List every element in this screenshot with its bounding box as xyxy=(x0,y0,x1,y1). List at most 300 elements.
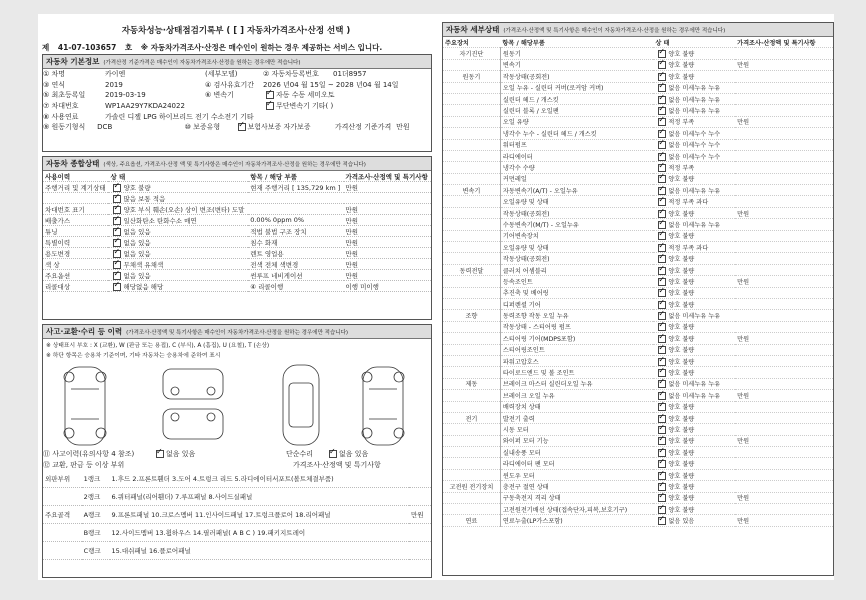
detail-cell: ✓ 양호 불량 xyxy=(653,447,735,458)
detail-col-header: 항목 / 해당부품 xyxy=(500,37,653,48)
detail-cell xyxy=(735,264,833,275)
detail-cell: 라디에이터 팬 모터 xyxy=(500,458,653,469)
detail-cell: 클러치 어셈블리 xyxy=(500,264,653,275)
car-front-view xyxy=(163,369,223,439)
overall-cell: ✓ 없음 있음 xyxy=(108,270,248,281)
detail-cell xyxy=(443,344,500,355)
detail-cell: ✓ 양호 불량 xyxy=(653,424,735,435)
damage-part-row xyxy=(43,524,431,542)
detail-cell: ✓ 양호 불량 xyxy=(653,458,735,469)
detail-row xyxy=(443,150,833,161)
detail-status-checkbox[interactable] xyxy=(658,506,666,514)
detail-status-checkbox[interactable] xyxy=(658,187,666,195)
basic-key-3: 가격산정 기준가격 xyxy=(334,123,392,132)
detail-cell xyxy=(735,150,833,161)
detail-cell: 작동상태 - 스티어링 펌프 xyxy=(500,321,653,332)
basic-value: 2019 xyxy=(105,80,123,89)
detail-cell: 발전기 출력 xyxy=(500,412,653,423)
damage-part-cell: 1랭크 xyxy=(82,470,110,488)
detail-row xyxy=(443,424,833,435)
detail-status-checkbox[interactable] xyxy=(658,392,666,400)
detail-cell: ✓ 양호 불량 xyxy=(653,71,735,82)
detail-row xyxy=(443,412,833,423)
overall-cell: 만원 xyxy=(344,226,432,237)
damage-part-cell xyxy=(43,488,82,506)
overall-row xyxy=(43,204,431,215)
detail-cell: 작동상태(공회전) xyxy=(500,253,653,264)
detail-cell: ✓ 적정 부족 xyxy=(653,162,735,173)
detail-status-checkbox[interactable] xyxy=(658,472,666,480)
detail-cell: ✓ 없음 미세누유 누유 xyxy=(653,185,735,196)
detail-status-checkbox[interactable] xyxy=(658,267,666,275)
basic-value: DCB xyxy=(97,123,113,132)
simple-repair-options: 없음 있음 xyxy=(339,450,369,459)
detail-row xyxy=(443,355,833,366)
overall-col-header: 항목 / 해당 부품 xyxy=(248,171,343,182)
inspection-record-sheet xyxy=(38,14,834,580)
detail-row xyxy=(443,321,833,332)
basic-options: 무단변속기 기타( ) xyxy=(276,102,334,111)
detail-status-header: 자동차 세부상태 (가격조사·산정액 및 특기사항은 매수인이 자동차가격조사·산정을 원하는 경우에만 적습니다) xyxy=(443,23,833,37)
overall-status-checkbox[interactable] xyxy=(113,195,121,203)
detail-cell xyxy=(443,150,500,161)
document-number-line xyxy=(42,42,434,53)
detail-row xyxy=(443,59,833,70)
overall-row xyxy=(43,281,431,292)
accident-none-checkbox[interactable] xyxy=(156,450,164,458)
detail-row xyxy=(443,219,833,230)
detail-row xyxy=(443,344,833,355)
detail-row xyxy=(443,333,833,344)
overall-cell: ④ 리콜이행 xyxy=(248,281,343,292)
detail-status-checkbox[interactable] xyxy=(658,61,666,69)
detail-cell: ✓ 양호 불량 xyxy=(653,492,735,503)
detail-status-checkbox[interactable] xyxy=(658,403,666,411)
detail-cell xyxy=(443,162,500,173)
detail-cell xyxy=(443,504,500,515)
overall-cell: 만원 xyxy=(344,182,432,193)
detail-cell: 동력전달 xyxy=(443,264,500,275)
detail-cell: ✓ 적정 부족 xyxy=(653,116,735,127)
detail-status-checkbox[interactable] xyxy=(658,198,666,206)
overall-status-checkbox[interactable] xyxy=(113,184,121,192)
detail-status-checkbox[interactable] xyxy=(658,415,666,423)
detail-cell xyxy=(443,401,500,412)
detail-cell: 연료누출(LP가스포함) xyxy=(500,515,653,526)
overall-status-checkbox[interactable] xyxy=(113,272,121,280)
detail-status-checkbox[interactable] xyxy=(658,312,666,320)
damage-part-cell: 15.대쉬패널 16.플로어패널 xyxy=(110,542,410,560)
document-title: 자동차성능·상태점검기록부 ( [ ] 자동차가격조사·산정 선택 ) xyxy=(121,26,351,36)
detail-cell xyxy=(735,219,833,230)
damage-part-row xyxy=(43,506,431,524)
basic-key-2: ⑩ 보증유형 xyxy=(184,123,221,132)
detail-cell xyxy=(735,458,833,469)
detail-cell: ✓ 양호 불량 xyxy=(653,367,735,378)
basic-info-row xyxy=(43,69,431,80)
damage-part-cell: 12.사이드멤버 13.휠하우스 14.필러패널( A B C ) 19.패키지트레이 xyxy=(110,524,410,542)
overall-cell xyxy=(344,193,432,204)
basic-key-3: ② 자동차등록번호 xyxy=(263,70,319,79)
detail-status-checkbox[interactable] xyxy=(658,244,666,252)
damage-part-cell: 외판부위 xyxy=(43,470,82,488)
detail-cell: 오일 누유 - 실린더 커버(로커암 커버) xyxy=(500,82,653,93)
detail-status-checkbox[interactable] xyxy=(658,50,666,58)
detail-row xyxy=(443,71,833,82)
detail-status-checkbox[interactable] xyxy=(658,175,666,183)
detail-status-checkbox[interactable] xyxy=(658,164,666,172)
basic-info-row xyxy=(43,111,431,122)
basic-value: 2019-03-19 xyxy=(105,91,146,100)
overall-status-checkbox[interactable] xyxy=(113,228,121,236)
basic-options: 자동 수동 세미오토 xyxy=(276,91,335,100)
detail-cell: ✓ 양호 불량 xyxy=(653,264,735,275)
detail-status-checkbox[interactable] xyxy=(658,437,666,445)
detail-status-checkbox[interactable] xyxy=(658,107,666,115)
overall-cell: 배출가스 xyxy=(43,215,108,226)
detail-col-header: 주요장치 xyxy=(443,37,500,48)
detail-cell: 디퍼렌셜 기어 xyxy=(500,298,653,309)
detail-cell xyxy=(443,116,500,127)
overall-cell: 이행 미이행 xyxy=(344,281,432,292)
doc-no: 41-07-103657 xyxy=(57,43,117,52)
detail-status-checkbox[interactable] xyxy=(658,153,666,161)
detail-cell: ✓ 양호 불량 xyxy=(653,412,735,423)
detail-cell: ✓ 없음 미세누수 누수 xyxy=(653,150,735,161)
detail-cell xyxy=(443,435,500,446)
detail-cell: ✓ 양호 불량 xyxy=(653,173,735,184)
detail-cell: 변속기 xyxy=(500,59,653,70)
detail-row xyxy=(443,128,833,139)
detail-cell xyxy=(735,447,833,458)
status-legend-note: ※ 하단 항목은 승용차 기준이며, 기타 자동차는 승용차에 준하여 표시 xyxy=(46,353,221,359)
basic-value-3: 만원 xyxy=(396,123,410,132)
detail-status-checkbox[interactable] xyxy=(658,483,666,491)
basic-key-2: ④ 검사유효기간 xyxy=(205,80,255,89)
overall-cell xyxy=(248,204,343,215)
detail-cell xyxy=(443,173,500,184)
overall-row xyxy=(43,237,431,248)
detail-cell: 충전구 절연 상태 xyxy=(500,481,653,492)
damage-part-cell xyxy=(409,488,431,506)
detail-status-checkbox[interactable] xyxy=(658,118,666,126)
overall-cell: ✓ 해당없음 해당 xyxy=(108,281,248,292)
detail-row xyxy=(443,139,833,150)
detail-cell: ✓ 없음 미세누수 누수 xyxy=(653,139,735,150)
overall-cell: 렌트 영업용 xyxy=(248,248,343,259)
detail-cell xyxy=(735,344,833,355)
detail-status-checkbox[interactable] xyxy=(658,380,666,388)
detail-status-checkbox[interactable] xyxy=(658,301,666,309)
detail-cell: 조향 xyxy=(443,310,500,321)
detail-cell: ✓ 없음 미세누수 누수 xyxy=(653,128,735,139)
damage-part-label: ⑫ 교환, 판금 등 이상 부위 xyxy=(43,460,125,469)
detail-status-checkbox[interactable] xyxy=(658,221,666,229)
detail-cell xyxy=(735,105,833,116)
basic-value-3: 01더8957 xyxy=(333,70,367,79)
detail-row xyxy=(443,435,833,446)
detail-status-checkbox[interactable] xyxy=(658,335,666,343)
detail-cell: 브레이크 오일 누유 xyxy=(500,390,653,401)
overall-col-header: 사용이력 xyxy=(43,171,108,182)
detail-cell: ✓ 적정 부족 과다 xyxy=(653,196,735,207)
damage-part-cell: 만원 xyxy=(409,506,431,524)
detail-cell: ✓ 양호 불량 xyxy=(653,298,735,309)
detail-row xyxy=(443,515,833,526)
detail-cell: ✓ 양호 불량 xyxy=(653,504,735,515)
detail-row xyxy=(443,207,833,218)
basic-info-rows xyxy=(43,69,431,133)
detail-cell: 작동상태(공회전) xyxy=(500,207,653,218)
detail-cell xyxy=(735,128,833,139)
basic-value: WP1AA29Y7KDA24022 xyxy=(105,102,185,111)
detail-cell: 구동축전지 격리 상태 xyxy=(500,492,653,503)
detail-cell: 만원 xyxy=(735,207,833,218)
detail-status-checkbox[interactable] xyxy=(658,517,666,525)
detail-row xyxy=(443,298,833,309)
simple-repair-none-checkbox[interactable] xyxy=(329,450,337,458)
detail-cell xyxy=(735,230,833,241)
detail-cell: 만원 xyxy=(735,333,833,344)
detail-row xyxy=(443,378,833,389)
detail-cell: 기어변속장치 xyxy=(500,230,653,241)
detail-cell: ✓ 없음 미세누유 누유 xyxy=(653,105,735,116)
detail-cell xyxy=(735,196,833,207)
detail-cell: 동력조향 작동 오일 누유 xyxy=(500,310,653,321)
detail-col-header: 가격조사·산정액 및 특기사항 xyxy=(735,37,833,48)
damage-part-cell: 1.후드 2.프론트휀더 3.도어 4.트렁크 리드 5.라디에이터서포트(볼트체결부품) xyxy=(110,470,410,488)
status-legend: ※ 상태표시 부호 : X (교환), W (판금 또는 용접), C (부식), A (흠집), U (요철), T (손상) xyxy=(46,343,270,349)
damage-part-row xyxy=(43,542,431,560)
detail-status-checkbox[interactable] xyxy=(658,130,666,138)
detail-row xyxy=(443,242,833,253)
overall-cell: 만원 xyxy=(344,270,432,281)
overall-cell: 주행거리 및 계기상태 xyxy=(43,182,108,193)
detail-cell xyxy=(735,162,833,173)
detail-cell xyxy=(735,71,833,82)
detail-cell: ✓ 양호 불량 xyxy=(653,344,735,355)
detail-cell: 만원 xyxy=(735,515,833,526)
detail-cell: 수동변속기(M/T) - 오일누유 xyxy=(500,219,653,230)
detail-status-checkbox[interactable] xyxy=(658,141,666,149)
detail-cell: 실린더 블록 / 오일팬 xyxy=(500,105,653,116)
detail-row xyxy=(443,504,833,515)
car-top-view xyxy=(283,365,319,445)
detail-cell: 파워고압호스 xyxy=(500,355,653,366)
overall-status-checkbox[interactable] xyxy=(113,217,121,225)
detail-cell: ✓ 없음 미세누유 누유 xyxy=(653,310,735,321)
detail-cell: 만원 xyxy=(735,390,833,401)
damage-parts-table xyxy=(43,470,431,560)
overall-cell: 색 상 xyxy=(43,259,108,270)
detail-status-checkbox[interactable] xyxy=(658,73,666,81)
detail-cell xyxy=(443,276,500,287)
detail-cell xyxy=(443,321,500,332)
overall-cell: 특별이력 xyxy=(43,237,108,248)
detail-cell xyxy=(735,242,833,253)
overall-status-checkbox[interactable] xyxy=(113,261,121,269)
overall-row xyxy=(43,259,431,270)
damage-part-cell: 주요골격 xyxy=(43,506,82,524)
detail-status-section xyxy=(442,22,834,576)
overall-row xyxy=(43,215,431,226)
detail-cell: 브레이크 마스터 실린더오일 누유 xyxy=(500,378,653,389)
detail-row xyxy=(443,253,833,264)
detail-cell xyxy=(735,48,833,59)
basic-option-checkbox[interactable] xyxy=(266,102,274,110)
detail-cell: ✓ 없음 미세누유 누유 xyxy=(653,390,735,401)
overall-status-checkbox[interactable] xyxy=(113,206,121,214)
detail-status-checkbox[interactable] xyxy=(658,323,666,331)
detail-cell xyxy=(443,492,500,503)
detail-status-checkbox[interactable] xyxy=(658,84,666,92)
detail-cell xyxy=(735,321,833,332)
basic-key-2: (세부모델) xyxy=(205,70,238,79)
basic-key: ⑧ 사용연료 xyxy=(43,112,79,121)
detail-cell xyxy=(443,219,500,230)
basic-key: ⑤ 최초등록일 xyxy=(43,91,86,100)
accident-history-row xyxy=(43,449,431,460)
overall-status-checkbox[interactable] xyxy=(113,239,121,247)
detail-cell: ✓ 양호 불량 xyxy=(653,207,735,218)
damage-part-cell: 2랭크 xyxy=(82,488,110,506)
accident-history-label: ⑪ 사고이력(유의사항 4 참조) xyxy=(43,450,135,459)
detail-status-checkbox[interactable] xyxy=(658,255,666,263)
detail-cell: 고전원전기배선 상태(접속단자,피복,보호기구) xyxy=(500,504,653,515)
overall-status-checkbox[interactable] xyxy=(113,250,121,258)
detail-cell: 만원 xyxy=(735,116,833,127)
detail-row xyxy=(443,93,833,104)
detail-row xyxy=(443,469,833,480)
damage-part-row xyxy=(43,470,431,488)
detail-cell: ✓ 양호 불량 xyxy=(653,230,735,241)
overall-row xyxy=(43,270,431,281)
detail-cell xyxy=(443,242,500,253)
detail-cell: 원동기 xyxy=(443,71,500,82)
overall-cell: 현재 주행거리 [ 135,729 km ] xyxy=(248,182,343,193)
overall-cell: 만원 xyxy=(344,215,432,226)
detail-cell xyxy=(735,355,833,366)
detail-cell: ✓ 없음 미세누유 누유 xyxy=(653,378,735,389)
detail-cell xyxy=(443,139,500,150)
detail-cell xyxy=(735,82,833,93)
detail-cell xyxy=(443,230,500,241)
overall-cell: 리콜대상 xyxy=(43,281,108,292)
detail-cell: ✓ 양호 불량 xyxy=(653,333,735,344)
detail-col-header: 상 태 xyxy=(653,37,735,48)
overall-cell: 썬루프 네비게이션 xyxy=(248,270,343,281)
detail-status-table xyxy=(443,37,833,527)
overall-status-checkbox[interactable] xyxy=(113,283,121,291)
basic-info-row xyxy=(43,90,431,101)
overall-cell: 침수 화재 xyxy=(248,237,343,248)
detail-cell: ✓ 양호 불량 xyxy=(653,401,735,412)
detail-row xyxy=(443,367,833,378)
basic-key: ⑦ 차대번호 xyxy=(43,102,79,111)
damage-part-cell: B랭크 xyxy=(82,524,110,542)
basic-options: 보험사보증 자가보증 xyxy=(247,123,311,132)
detail-cell: 추진축 및 베어링 xyxy=(500,287,653,298)
detail-cell: 만원 xyxy=(735,492,833,503)
overall-cell: 전색 전체 색변경 xyxy=(248,259,343,270)
overall-cell: ✓많음 보통 적음 xyxy=(108,193,248,204)
detail-status-checkbox[interactable] xyxy=(658,96,666,104)
detail-row xyxy=(443,276,833,287)
detail-status-checkbox[interactable] xyxy=(658,346,666,354)
overall-row xyxy=(43,248,431,259)
basic-option-checkbox[interactable] xyxy=(238,123,245,131)
detail-status-checkbox[interactable] xyxy=(658,460,666,468)
detail-row xyxy=(443,390,833,401)
detail-status-checkbox[interactable] xyxy=(658,278,666,286)
damage-part-cell: 9.프론트패널 10.크로스멤버 11.인사이드패널 17.트렁크플로어 18.리어패널 xyxy=(110,506,410,524)
detail-row xyxy=(443,116,833,127)
detail-row xyxy=(443,492,833,503)
detail-status-checkbox[interactable] xyxy=(658,289,666,297)
detail-cell xyxy=(443,128,500,139)
overall-row xyxy=(43,226,431,237)
detail-status-checkbox[interactable] xyxy=(658,449,666,457)
detail-cell: ✓ 없음 미세누유 누유 xyxy=(653,93,735,104)
detail-cell: 오일 유량 xyxy=(500,116,653,127)
detail-cell: 원동기 xyxy=(500,48,653,59)
detail-cell: 윈도우 모터 xyxy=(500,469,653,480)
detail-row xyxy=(443,82,833,93)
detail-cell: ✓ 양호 불량 xyxy=(653,481,735,492)
detail-cell xyxy=(735,139,833,150)
detail-cell: 워터펌프 xyxy=(500,139,653,150)
basic-key: ③ 연식 xyxy=(43,80,66,89)
detail-cell xyxy=(735,253,833,264)
car-diagrams xyxy=(43,359,431,449)
detail-cell xyxy=(735,93,833,104)
detail-cell: 냉각수 누수 - 실린더 헤드 / 개스킷 xyxy=(500,128,653,139)
detail-cell: 작동상태(공회전) xyxy=(500,71,653,82)
detail-cell xyxy=(735,298,833,309)
overall-row xyxy=(43,193,431,204)
detail-cell xyxy=(443,390,500,401)
detail-cell: 만원 xyxy=(735,59,833,70)
basic-value: 카이엔 xyxy=(105,70,126,79)
detail-cell: 와이퍼 모터 기능 xyxy=(500,435,653,446)
detail-row xyxy=(443,481,833,492)
overall-row xyxy=(43,182,431,193)
detail-status-checkbox[interactable] xyxy=(658,232,666,240)
detail-row xyxy=(443,230,833,241)
detail-cell xyxy=(443,105,500,116)
overall-status-section xyxy=(42,156,432,320)
detail-cell: 스티어링조인트 xyxy=(500,344,653,355)
doc-no-suffix: 호 xyxy=(124,43,133,52)
detail-row xyxy=(443,264,833,275)
detail-cell: 커먼레일 xyxy=(500,173,653,184)
detail-cell: 만원 xyxy=(735,435,833,446)
overall-cell: ✓ 양호 불량 xyxy=(108,182,248,193)
detail-row xyxy=(443,287,833,298)
detail-status-checkbox[interactable] xyxy=(658,358,666,366)
damage-part-cell: 6.쿼터패널(리어휀더) 7.루프패널 8.사이드실패널 xyxy=(110,488,410,506)
detail-cell: ✓ 양호 불량 xyxy=(653,59,735,70)
detail-status-checkbox[interactable] xyxy=(658,369,666,377)
detail-cell: ✓ 적정 부족 과다 xyxy=(653,242,735,253)
detail-status-checkbox[interactable] xyxy=(658,426,666,434)
detail-cell xyxy=(443,287,500,298)
detail-status-checkbox[interactable] xyxy=(658,210,666,218)
detail-cell: 시동 모터 xyxy=(500,424,653,435)
detail-cell: 자동변속기(A/T) - 오일누유 xyxy=(500,185,653,196)
detail-status-checkbox[interactable] xyxy=(658,494,666,502)
car-side-view-left xyxy=(64,367,106,445)
